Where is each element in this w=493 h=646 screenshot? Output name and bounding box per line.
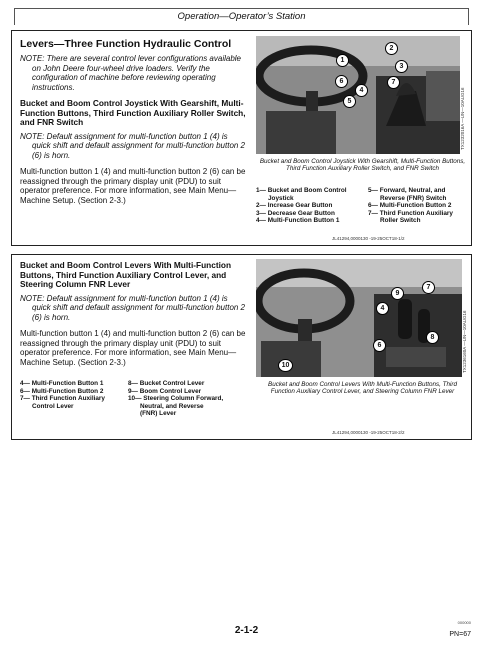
section2-caption: Bucket and Boom Control Levers With Multi-Function Buttons, Third Function Auxiliary Control Lever, and Steering Column FNR Lever — [268, 381, 457, 396]
callout-6: 6 — [373, 339, 386, 352]
section1-body: Multi-function button 1 (4) and multi-function button 2 (6) can be reassigned through the primary display unit (PDU) to suit operator preference. For more information, see Main Menu—Machine Setup. (Section 2-3.) — [20, 167, 246, 205]
callout-10: 10 — [278, 359, 293, 372]
section2-legend-right — [128, 380, 223, 418]
section1-text — [20, 38, 246, 205]
section2-image-code: TX1236160A —UN—10AUG16 — [462, 310, 467, 373]
section1-caption: Bucket and Boom Control Joystick With Gearshift, Multi-Function Buttons, Third Function Auxiliary Roller Switch, and FNR Switch — [259, 158, 466, 173]
legend-item: 6— Multi-Function Button 2 — [20, 387, 104, 395]
section1-title: Levers—Three Function Hydraulic Control — [20, 38, 232, 50]
section1-legend — [256, 187, 469, 227]
legend-item: 2— Increase Gear Button — [256, 202, 333, 210]
callout-4: 4 — [355, 84, 368, 97]
callout-2: 2 — [385, 42, 398, 55]
section-three-function-control — [11, 30, 472, 246]
section2-ref: JL41294,0000130 -19-25OCT18-2/2 — [332, 430, 405, 435]
legend-item: 7— Third Function Auxiliary — [20, 395, 105, 403]
callout-3: 3 — [395, 60, 408, 73]
page-number: 2-1-2 — [234, 625, 259, 636]
section2-body: Multi-function button 1 (4) and multi-function button 2 (6) can be reassigned through the primary display unit (PDU) to suit operator preference. For more information, see Main Menu—Machine Setup. (Section 2-3.) — [20, 329, 246, 367]
section-levers-fnr — [11, 254, 472, 440]
legend-item-sub: (FNR) Lever — [140, 410, 177, 418]
callout-6: 6 — [335, 75, 348, 88]
callout-7: 7 — [387, 76, 400, 89]
legend-item: 3— Decrease Gear Button — [256, 209, 335, 217]
page-header — [14, 8, 469, 25]
legend-item: 8— Bucket Control Lever — [128, 380, 205, 387]
legend-item: 7— Third Function Auxiliary — [368, 209, 453, 217]
section1-image-code: TX1232016A —UN—10AUG16 — [460, 87, 465, 150]
legend-item-sub: Reverse (FNR) Switch — [380, 194, 447, 202]
callout-8: 8 — [426, 331, 439, 344]
legend-item-sub: Roller Switch — [380, 217, 421, 225]
section1-subheading: Bucket and Boom Control Joystick With Gearshift, Multi-Function Buttons, Third Function Auxiliary Roller Switch, and FNR Switch — [20, 98, 246, 128]
footer-code: 000000 — [457, 620, 471, 625]
section2-title: Bucket and Boom Control Levers With Multi-Function Buttons, Third Function Auxiliary Control Lever, and Steering Column FNR Lever — [20, 260, 232, 290]
header-title: Operation—Operator’s Station — [177, 11, 306, 22]
section1-legend-right — [368, 187, 453, 225]
legend-item: 4— Multi-Function Button 1 — [256, 217, 340, 225]
section1-note2: NOTE: Default assignment for multi-function button 1 (4) is quick shift and default assignment for multi-function button 2 (6) is horn. — [20, 131, 246, 160]
legend-item: 9— Boom Control Lever — [128, 387, 202, 395]
legend-item: 4— Multi-Function Button 1 — [20, 380, 104, 387]
pn-number: PN=67 — [449, 631, 471, 638]
callout-4: 4 — [376, 302, 389, 315]
callout-7: 7 — [422, 281, 435, 294]
callout-5: 5 — [343, 95, 356, 108]
section2-legend — [20, 380, 280, 420]
joystick-photo — [256, 36, 460, 154]
legend-item-sub: Joystick — [268, 194, 294, 202]
section1-ref: JL41294,0000130 -19-25OCT18-1/2 — [332, 236, 405, 241]
legend-item: 6— Multi-Function Button 2 — [368, 202, 452, 210]
legend-item-sub: Neutral, and Reverse — [140, 402, 204, 410]
legend-item: 1— Bucket and Boom Control — [256, 187, 347, 194]
levers-photo — [256, 259, 462, 377]
section2-text — [20, 261, 246, 367]
legend-item: 5— Forward, Neutral, and — [368, 187, 446, 194]
section1-note1: NOTE: There are several control lever configurations available on John Deere four-wheel drive loaders. Verify the configuration of machine before reviewing operating instructions. — [20, 54, 241, 92]
callout-1: 1 — [336, 54, 349, 67]
section2-legend-left — [20, 380, 105, 410]
section2-note: NOTE: Default assignment for multi-function button 1 (4) is quick shift and default assignment for multi-function button 2 (6) is horn. — [20, 293, 246, 322]
callout-9: 9 — [391, 287, 404, 300]
legend-item-sub: Control Lever — [32, 402, 74, 410]
legend-item: 10— Steering Column Forward, — [128, 395, 224, 403]
section1-legend-left — [256, 187, 347, 225]
